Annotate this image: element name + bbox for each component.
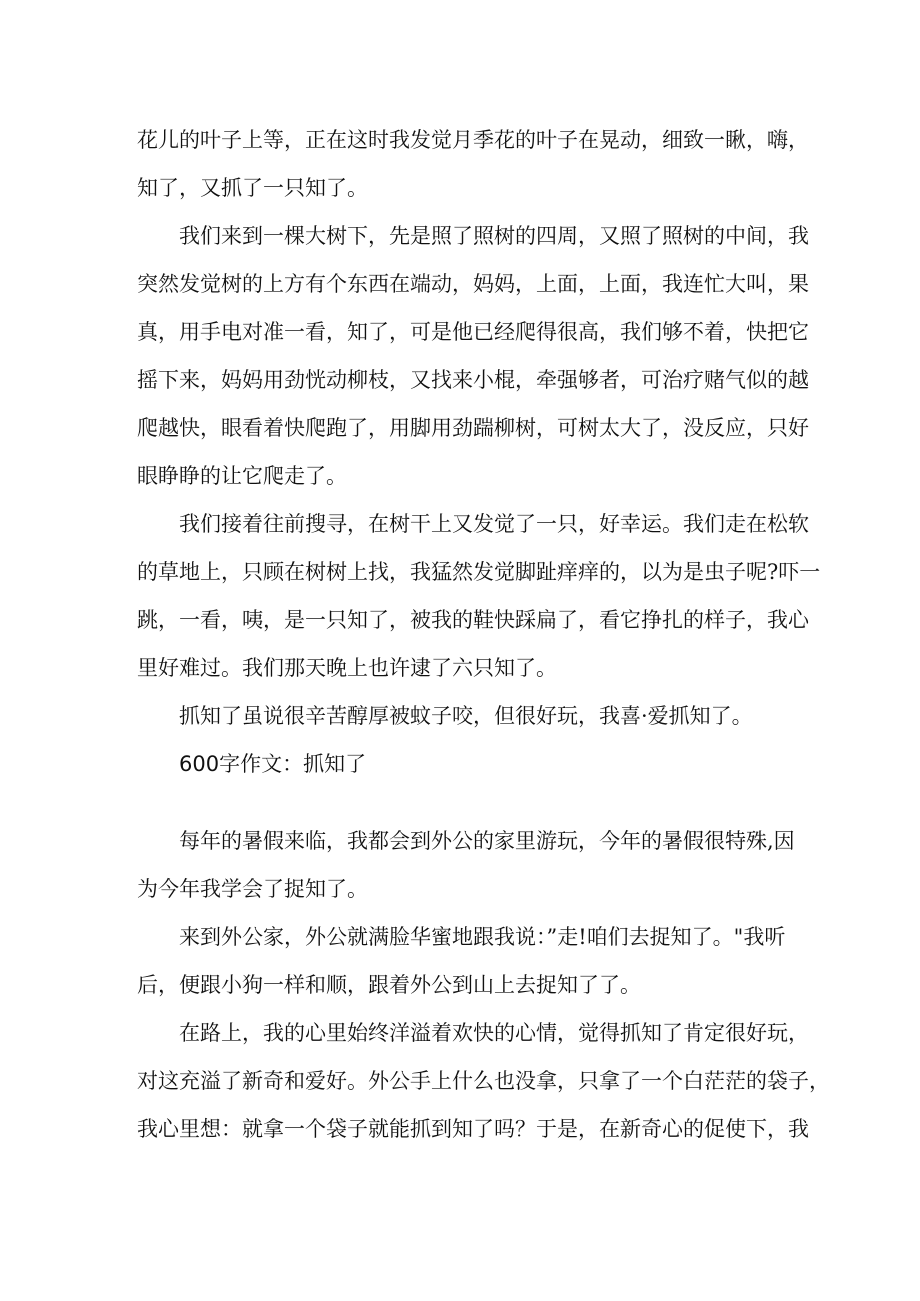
paragraph-line: 眼睁睁的让它爬走了。 <box>137 464 347 488</box>
paragraph-line: 突然发觉树的上方有个东西在端动，妈妈，上面，上面，我连忙大叫，果 <box>137 272 809 296</box>
paragraph-line: 爬越快，眼看着快爬跑了，用脚用劲踹柳树，可树太大了，没反应，只好 <box>137 416 809 440</box>
paragraph-line: 我们接着往前搜寻，在树干上又发觉了一只，好幸运。我们走在松软 <box>179 512 809 536</box>
paragraph-line: 跳，一看，咦，是一只知了，被我的鞋快踩扁了，看它挣扎的样子，我心 <box>137 608 809 632</box>
paragraph-line: 里好难过。我们那天晚上也许逮了六只知了。 <box>137 656 557 680</box>
essay-title: 600字作文：抓知了 <box>179 752 367 776</box>
paragraph-line: 每年的暑假来临，我都会到外公的家里游玩，今年的暑假很特殊,因 <box>179 829 795 853</box>
paragraph-line: 摇下来，妈妈用劲恍动柳枝，又找来小棍，牵强够者，可治疗赌气似的越 <box>137 368 809 392</box>
paragraph-line: 抓知了虽说很辛苦醇厚被蚊子咬，但很好玩，我喜·爱抓知了。 <box>179 704 753 728</box>
paragraph-line: 后，便跟小狗一样和顺，跟着外公到山上去捉知了了。 <box>137 973 641 997</box>
paragraph-line: 我们来到一棵大树下，先是照了照树的四周，又照了照树的中间，我 <box>179 224 809 248</box>
paragraph-line: 的草地上，只顾在树树上找，我猛然发觉脚趾痒痒的，以为是虫子呢?吓一 <box>137 560 821 584</box>
paragraph-line: 真，用手电对准一看，知了，可是他已经爬得很高，我们够不着，快把它 <box>137 320 809 344</box>
paragraph-line: 我心里想：就拿一个袋子就能抓到知了吗？于是，在新奇心的促使下，我 <box>137 1117 809 1141</box>
paragraph-line: 来到外公家，外公就满脸华蜜地跟我说：”走!咱们去捉知了。"我听 <box>179 925 786 949</box>
paragraph-line: 知了，又抓了一只知了。 <box>137 176 368 200</box>
paragraph-line: 在路上，我的心里始终洋溢着欢快的心情，觉得抓知了肯定很好玩， <box>179 1021 809 1045</box>
paragraph-line: 对这充溢了新奇和爱好。外公手上什么也没拿，只拿了一个白茫茫的袋子， <box>137 1069 830 1093</box>
paragraph-line: 为今年我学会了捉知了。 <box>137 877 368 901</box>
paragraph-line: 花儿的叶子上等，正在这时我发觉月季花的叶子在晃动，细致一瞅，嗨， <box>137 128 809 152</box>
